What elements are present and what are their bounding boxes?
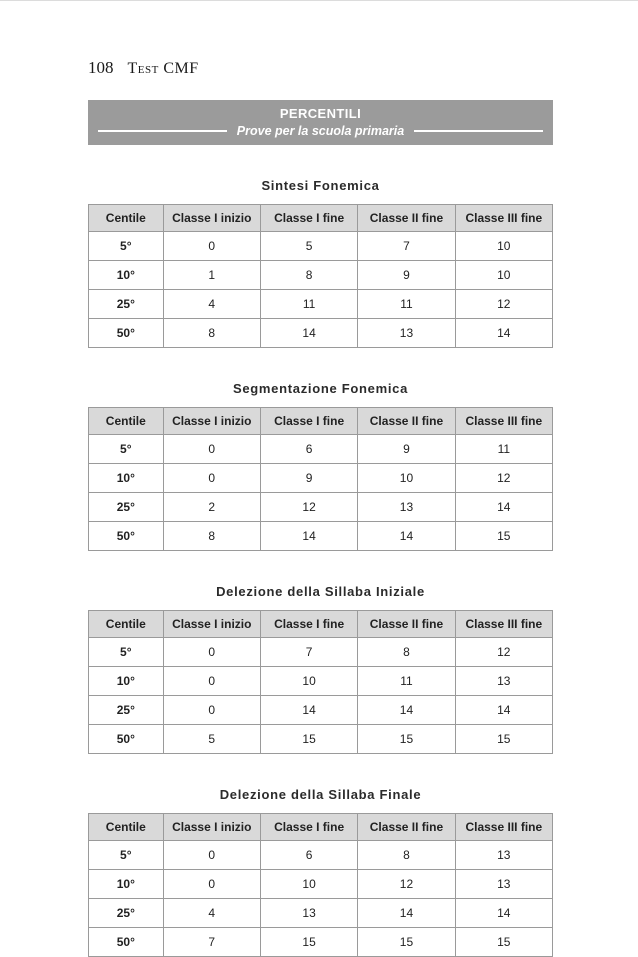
table-row: [89, 464, 553, 493]
value-cell: 11: [358, 290, 455, 319]
table-row: [89, 870, 553, 899]
column-header: Classe III fine: [455, 205, 552, 232]
table-row: [89, 725, 553, 754]
value-cell: 14: [260, 319, 357, 348]
value-cell: 7: [163, 928, 260, 957]
percentile-table: [88, 407, 553, 551]
table-title: Delezione della Sillaba Iniziale: [216, 584, 425, 599]
value-cell: 14: [260, 696, 357, 725]
value-cell: 6: [260, 841, 357, 870]
value-cell: 15: [260, 725, 357, 754]
value-cell: 14: [455, 319, 552, 348]
column-header: Classe III fine: [455, 408, 552, 435]
banner-rule-left: [98, 130, 227, 132]
table-section-sintesi-fonemica: [88, 178, 553, 348]
value-cell: 7: [358, 232, 455, 261]
value-cell: 0: [163, 435, 260, 464]
centile-cell: 25°: [89, 290, 164, 319]
table-header-row: [89, 408, 553, 435]
value-cell: 13: [358, 493, 455, 522]
column-header: Centile: [89, 611, 164, 638]
page-number: 108: [88, 58, 114, 77]
value-cell: 4: [163, 290, 260, 319]
value-cell: 14: [455, 899, 552, 928]
table-section-segmentazione-fonemica: [88, 381, 553, 551]
table-header-row: [89, 611, 553, 638]
column-header: Classe II fine: [358, 611, 455, 638]
value-cell: 15: [455, 725, 552, 754]
table-row: [89, 435, 553, 464]
table-row: [89, 696, 553, 725]
column-header: Classe I inizio: [163, 611, 260, 638]
centile-cell: 10°: [89, 870, 164, 899]
value-cell: 7: [260, 638, 357, 667]
centile-cell: 50°: [89, 319, 164, 348]
column-header: Centile: [89, 814, 164, 841]
value-cell: 10: [455, 261, 552, 290]
table-title: Delezione della Sillaba Finale: [219, 787, 422, 802]
column-header: Classe I inizio: [163, 814, 260, 841]
value-cell: 12: [455, 638, 552, 667]
table-row: [89, 841, 553, 870]
value-cell: 14: [455, 696, 552, 725]
value-cell: 12: [260, 493, 357, 522]
banner-rule-right: [414, 130, 543, 132]
table-row: [89, 493, 553, 522]
table-section-delezione-sillaba-iniziale: [88, 584, 553, 754]
value-cell: 13: [358, 319, 455, 348]
centile-cell: 25°: [89, 493, 164, 522]
percentile-table: [88, 813, 553, 957]
value-cell: 15: [358, 725, 455, 754]
value-cell: 8: [163, 522, 260, 551]
value-cell: 0: [163, 232, 260, 261]
table-row: [89, 638, 553, 667]
value-cell: 2: [163, 493, 260, 522]
centile-cell: 5°: [89, 232, 164, 261]
table-row: [89, 522, 553, 551]
value-cell: 8: [260, 261, 357, 290]
table-row: [89, 290, 553, 319]
value-cell: 15: [358, 928, 455, 957]
value-cell: 13: [260, 899, 357, 928]
centile-cell: 10°: [89, 261, 164, 290]
value-cell: 10: [260, 870, 357, 899]
column-header: Classe I fine: [260, 814, 357, 841]
table-title: Segmentazione Fonemica: [232, 381, 409, 396]
table-row: [89, 928, 553, 957]
value-cell: 13: [455, 841, 552, 870]
banner-subtitle: Prove per la scuola primaria: [236, 124, 405, 138]
column-header: Classe I fine: [260, 408, 357, 435]
value-cell: 9: [358, 435, 455, 464]
value-cell: 1: [163, 261, 260, 290]
value-cell: 5: [260, 232, 357, 261]
centile-cell: 25°: [89, 899, 164, 928]
value-cell: 8: [358, 638, 455, 667]
page-content: [0, 1, 638, 957]
value-cell: 0: [163, 638, 260, 667]
table-header-row: [89, 205, 553, 232]
table-row: [89, 667, 553, 696]
table-section-delezione-sillaba-finale: [88, 787, 553, 957]
value-cell: 12: [455, 464, 552, 493]
value-cell: 12: [455, 290, 552, 319]
column-header: Classe I fine: [260, 611, 357, 638]
percentili-banner: [88, 100, 553, 145]
table-row: [89, 261, 553, 290]
value-cell: 13: [455, 667, 552, 696]
value-cell: 10: [260, 667, 357, 696]
value-cell: 10: [455, 232, 552, 261]
centile-cell: 50°: [89, 725, 164, 754]
table-header-row: [89, 814, 553, 841]
table-row: [89, 899, 553, 928]
table-row: [89, 319, 553, 348]
value-cell: 0: [163, 464, 260, 493]
value-cell: 11: [358, 667, 455, 696]
table-row: [89, 232, 553, 261]
centile-cell: 25°: [89, 696, 164, 725]
centile-cell: 50°: [89, 522, 164, 551]
column-header: Classe II fine: [358, 814, 455, 841]
value-cell: 15: [455, 928, 552, 957]
value-cell: 10: [358, 464, 455, 493]
value-cell: 0: [163, 667, 260, 696]
percentile-table: [88, 204, 553, 348]
value-cell: 11: [260, 290, 357, 319]
value-cell: 14: [358, 522, 455, 551]
value-cell: 12: [358, 870, 455, 899]
value-cell: 5: [163, 725, 260, 754]
page-header: [88, 58, 553, 78]
value-cell: 0: [163, 841, 260, 870]
value-cell: 4: [163, 899, 260, 928]
column-header: Centile: [89, 408, 164, 435]
banner-title: PERCENTILI: [279, 106, 362, 121]
column-header: Classe II fine: [358, 408, 455, 435]
value-cell: 8: [358, 841, 455, 870]
value-cell: 15: [455, 522, 552, 551]
column-header: Classe I inizio: [163, 205, 260, 232]
centile-cell: 10°: [89, 667, 164, 696]
value-cell: 14: [455, 493, 552, 522]
column-header: Centile: [89, 205, 164, 232]
column-header: Classe III fine: [455, 611, 552, 638]
percentile-table: [88, 610, 553, 754]
table-title: Sintesi Fonemica: [261, 178, 380, 193]
column-header: Classe II fine: [358, 205, 455, 232]
value-cell: 14: [358, 696, 455, 725]
page-header-title: Test CMF: [127, 60, 199, 77]
value-cell: 0: [163, 870, 260, 899]
value-cell: 14: [358, 899, 455, 928]
value-cell: 8: [163, 319, 260, 348]
centile-cell: 5°: [89, 638, 164, 667]
value-cell: 15: [260, 928, 357, 957]
centile-cell: 5°: [89, 841, 164, 870]
value-cell: 11: [455, 435, 552, 464]
column-header: Classe III fine: [455, 814, 552, 841]
centile-cell: 50°: [89, 928, 164, 957]
value-cell: 14: [260, 522, 357, 551]
value-cell: 6: [260, 435, 357, 464]
column-header: Classe I inizio: [163, 408, 260, 435]
column-header: Classe I fine: [260, 205, 357, 232]
banner-subtitle-row: [98, 124, 543, 138]
value-cell: 0: [163, 696, 260, 725]
centile-cell: 5°: [89, 435, 164, 464]
value-cell: 9: [358, 261, 455, 290]
centile-cell: 10°: [89, 464, 164, 493]
value-cell: 9: [260, 464, 357, 493]
value-cell: 13: [455, 870, 552, 899]
